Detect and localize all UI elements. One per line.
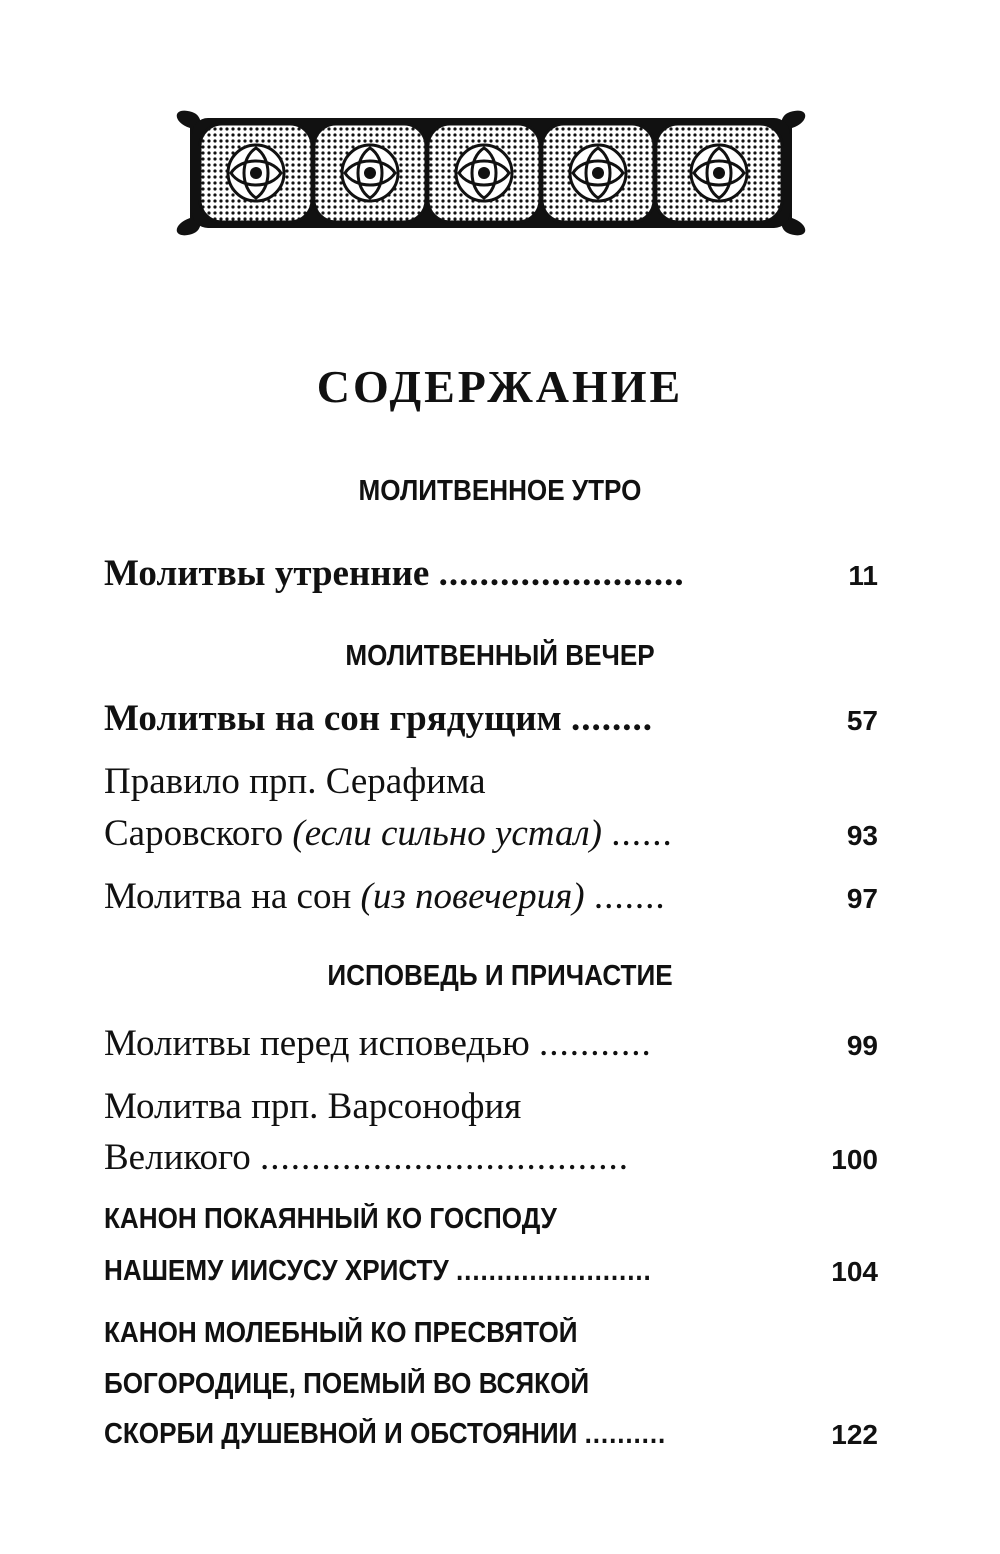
leader-dots: ....... xyxy=(593,876,666,917)
leader-dots: ........... xyxy=(539,1023,652,1064)
section-heading-morning: МОЛИТВЕННОЕ УТРО xyxy=(358,475,642,507)
leader-dots: ........................ xyxy=(438,553,685,594)
toc-entry-title-line-2: Саровского (если сильно устал) ...... xyxy=(104,813,673,854)
leader-dots: ........ xyxy=(571,698,653,739)
leader-dots: ...... xyxy=(611,813,673,854)
page-number: 97 xyxy=(846,883,878,914)
toc-entry-title-line-1: КАНОН ПОКАЯННЫЙ КО ГОСПОДУ xyxy=(104,1203,557,1235)
page-number: 11 xyxy=(848,560,878,591)
toc-entry-title: Молитвы утренние ........................ xyxy=(104,553,685,594)
page-number: 122 xyxy=(831,1419,878,1450)
toc-entry-title: Молитвы на сон грядущим ........ xyxy=(104,698,653,739)
toc-entry-title-line-3: СКОРБИ ДУШЕВНОЙ И ОБСТОЯНИИ .......... xyxy=(104,1418,667,1450)
page-number: 93 xyxy=(846,820,878,851)
toc-entry-title-line-2: БОГОРОДИЦЕ, ПОЕМЫЙ ВО ВСЯКОЙ xyxy=(104,1368,590,1400)
page-title: СОДЕРЖАНИЕ xyxy=(316,361,684,412)
decorative-ornament-border xyxy=(170,108,812,238)
section-heading-confession: ИСПОВЕДЬ И ПРИЧАСТИЕ xyxy=(327,960,673,992)
toc-entry-title-line-1: Правило прп. Серафима xyxy=(104,761,486,802)
section-heading-evening: МОЛИТВЕННЫЙ ВЕЧЕР xyxy=(345,640,655,672)
toc-entry-title-line-1: Молитва прп. Варсонофия xyxy=(104,1086,522,1127)
toc-entry-title: Молитва на сон (из повечерия) ....... xyxy=(104,876,666,917)
leader-dots: .......... xyxy=(584,1418,667,1450)
toc-entry-note: (из повечерия) xyxy=(360,876,585,917)
toc-entry-title-line-2: НАШЕМУ ИИСУСУ ХРИСТУ ........................ xyxy=(104,1255,652,1287)
toc-entry-title-line-2: Великого .................................... xyxy=(104,1137,629,1178)
page-number: 100 xyxy=(831,1144,878,1175)
toc-entry-title: Молитвы перед исповедью ........... xyxy=(104,1023,652,1064)
page-number: 99 xyxy=(846,1030,878,1061)
toc-entry-title-line-1: КАНОН МОЛЕБНЫЙ КО ПРЕСВЯТОЙ xyxy=(104,1317,578,1349)
leader-dots: .................................... xyxy=(259,1137,629,1178)
page-number: 57 xyxy=(846,705,878,736)
toc-entry-note: (если сильно устал) xyxy=(292,813,602,854)
page-number: 104 xyxy=(831,1256,878,1287)
leader-dots: ........................ xyxy=(456,1255,652,1287)
